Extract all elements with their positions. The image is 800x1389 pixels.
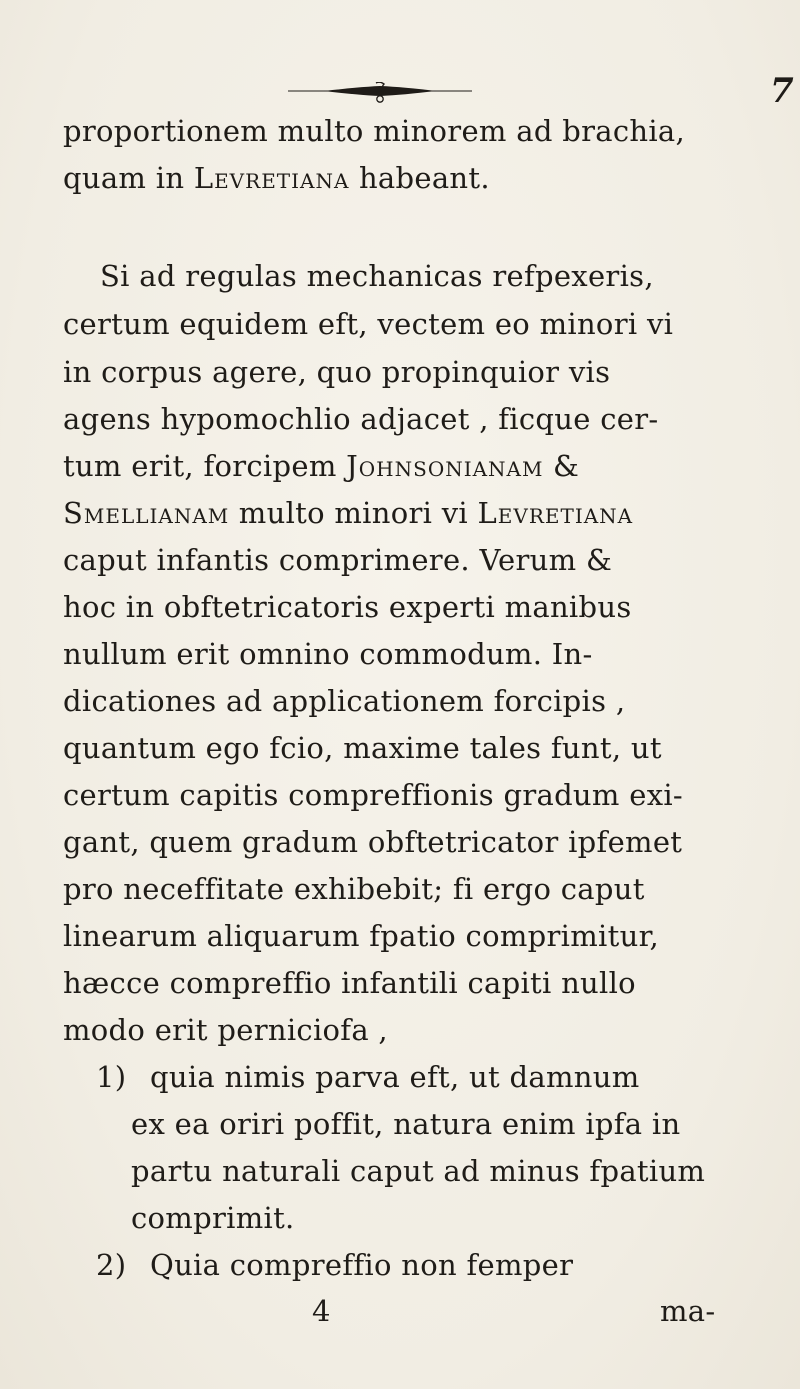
ornamental-rule-icon — [288, 82, 472, 104]
text-run: tum erit, forcipem — [63, 449, 347, 483]
small-caps-name: Levretiana — [477, 496, 634, 530]
text-line: quia nimis parva eft, ut damnum — [150, 1060, 640, 1094]
text-line — [63, 496, 634, 530]
list-item-number: 2) — [96, 1248, 127, 1282]
text-run: habeant. — [349, 161, 490, 195]
text-line: partu naturali caput ad minus fpatium — [131, 1154, 706, 1188]
text-line: caput infantis comprimere. Verum & — [63, 543, 613, 577]
text-line: dicationes ad applicationem forcipis , — [63, 684, 626, 718]
text-line: Si ad regulas mechanicas refpexeris, — [100, 259, 654, 293]
text-line: ex ea oriri poffit, natura enim ipfa in — [131, 1107, 681, 1141]
text-line: proportionem multo minorem ad brachia, — [63, 114, 686, 148]
list-item-number: 1) — [96, 1060, 127, 1094]
text-run: & — [543, 449, 580, 483]
text-line: nullum erit omnino commodum. In- — [63, 637, 593, 671]
catchword: ma- — [660, 1294, 716, 1328]
small-caps-name: Johnsonianam — [346, 449, 544, 483]
text-line: comprimit. — [131, 1201, 295, 1235]
page-number: 7 — [770, 71, 794, 111]
text-run: quam in — [63, 161, 194, 195]
text-line: linearum aliquarum fpatio comprimitur, — [63, 919, 660, 953]
small-caps-name: Smellianam — [63, 496, 230, 530]
text-line: gant, quem gradum obftetricator ipfemet — [63, 825, 683, 859]
page-header — [0, 62, 800, 111]
text-line: pro neceffitate exhibebit; fi ergo caput — [63, 872, 645, 906]
signature-mark: 4 — [312, 1294, 331, 1328]
text-line: certum capitis compreffionis gradum exi- — [63, 778, 684, 812]
text-line: certum equidem eft, vectem eo minori vi — [63, 307, 674, 341]
text-line: agens hypomochlio adjacet , ficque cer- — [63, 402, 659, 436]
text-line: modo erit perniciofa , — [63, 1013, 388, 1047]
text-line: in corpus agere, quo propinquior vis — [63, 355, 611, 389]
text-line: quantum ego fcio, maxime tales funt, ut — [63, 731, 662, 765]
text-line: Quia compreffio non femper — [150, 1248, 574, 1282]
text-line: hoc in obftetricatoris experti manibus — [63, 590, 632, 624]
text-run: multo minori vi — [229, 496, 478, 530]
text-line — [63, 161, 490, 195]
text-line — [63, 449, 580, 483]
small-caps-name: Levretiana — [193, 161, 350, 195]
text-line: hæcce compreffio infantili capiti nullo — [63, 966, 636, 1000]
